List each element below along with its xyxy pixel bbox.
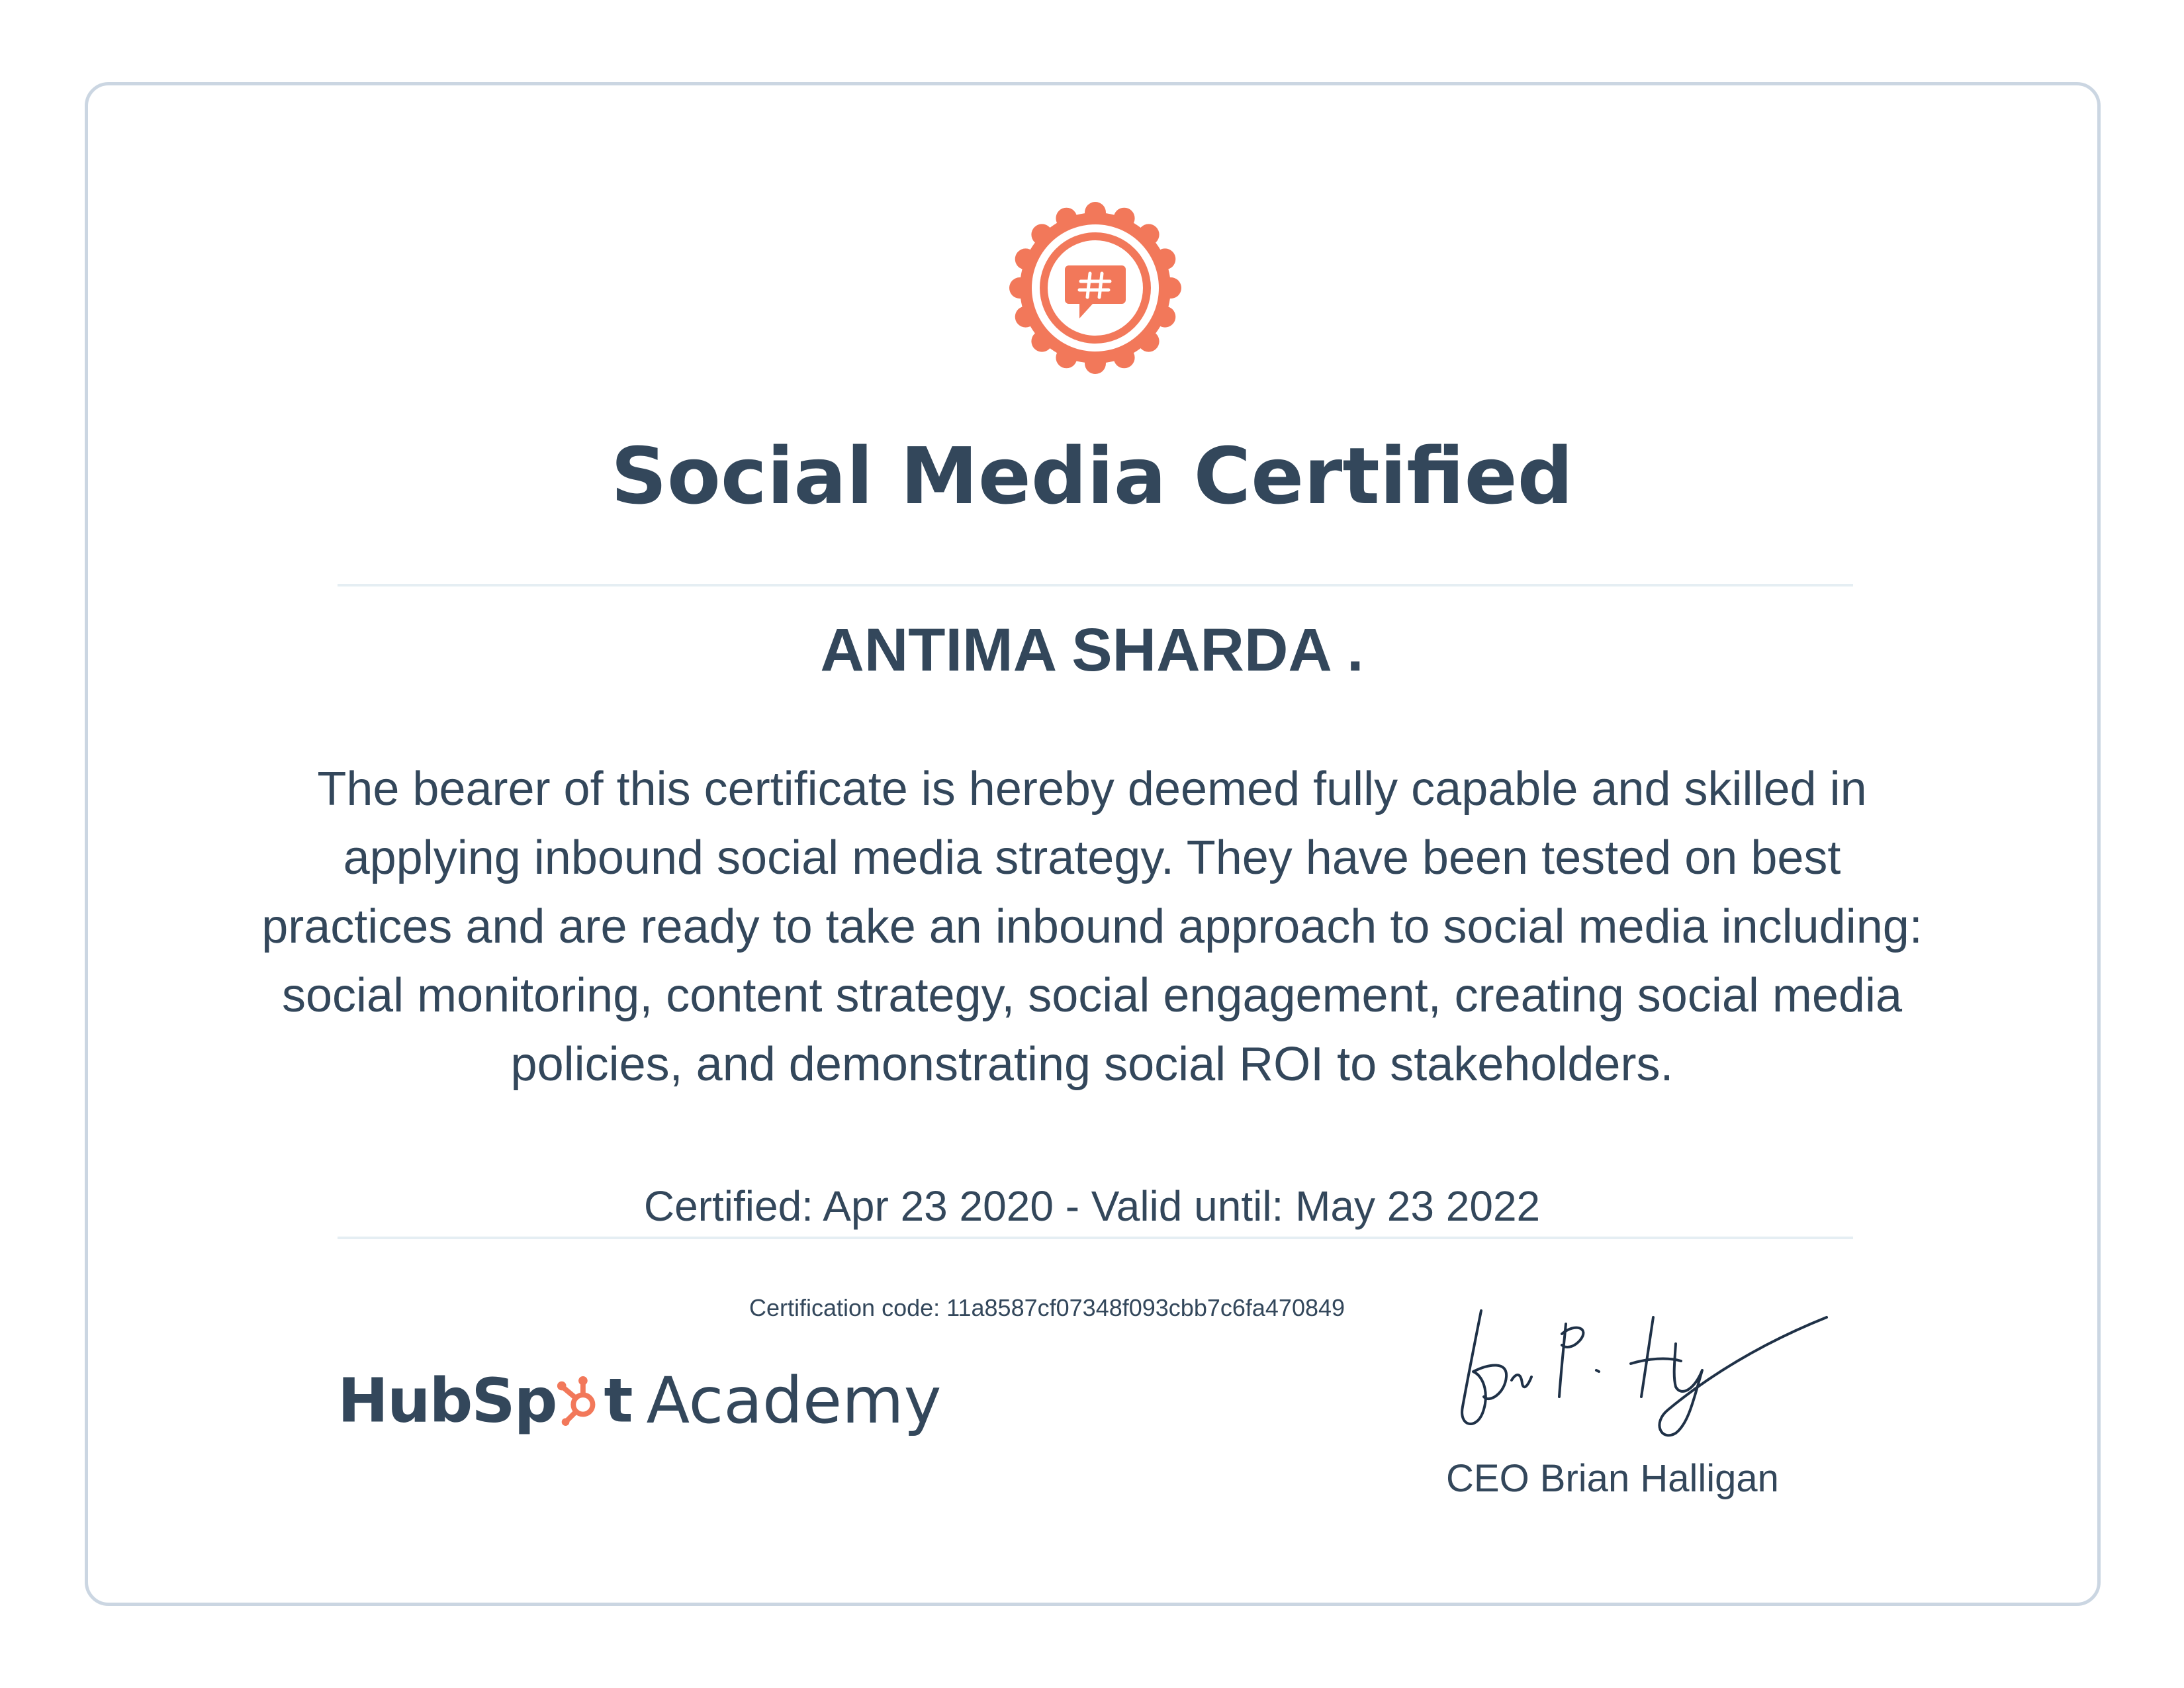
- logo-text-t: t: [604, 1365, 632, 1436]
- signature-caption: CEO Brian Halligan: [1446, 1457, 1779, 1500]
- top-divider: [338, 584, 1853, 586]
- logo-text-hubsp: HubSp: [338, 1365, 557, 1436]
- certification-code: Certification code: 11a8587cf07348f093cbb7c6fa470849: [749, 1294, 1345, 1321]
- hashtag-chat-badge-icon: [1009, 202, 1181, 374]
- ceo-signature: [1443, 1297, 1840, 1450]
- bottom-divider: [338, 1237, 1853, 1239]
- certification-dates: Certified: Apr 23 2020 - Valid until: May 23 2022: [643, 1182, 1541, 1230]
- logo-text-academy: Academy: [646, 1364, 942, 1438]
- hubspot-academy-logo: [338, 1364, 941, 1443]
- certificate-description: The bearer of this certificate is hereby deemed fully capable and skilled in applying inbound social media strategy. They have been tested on best practices and are ready to take an inbound approach to social media including: social monitoring, content strategy, social engagement, creating social media policies, and demonstrating social ROI to stakeholders.: [261, 763, 1923, 1091]
- hubspot-sprocket-icon: [555, 1375, 606, 1427]
- recipient-name: ANTIMA SHARDA .: [820, 616, 1364, 684]
- certificate-title: Social Media Certified: [610, 430, 1574, 522]
